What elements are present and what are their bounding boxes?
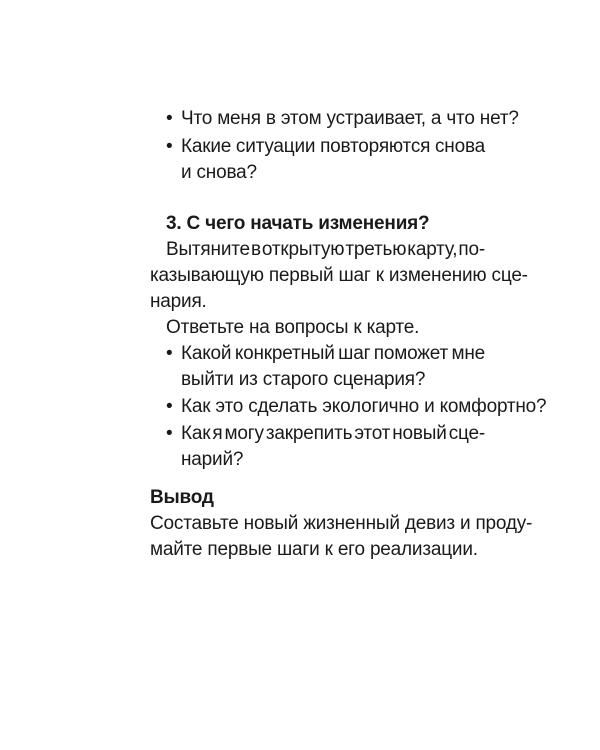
bullet-marker: • <box>166 136 173 157</box>
paragraph-line-justified <box>166 238 485 262</box>
word: поможет <box>373 343 448 364</box>
word: по- <box>458 239 485 260</box>
bullet-text-justified <box>181 135 485 159</box>
word: я <box>212 423 223 444</box>
word: закрепить <box>265 423 353 444</box>
conclusion-line: Составьте новый жизненный девиз и проду- <box>150 513 533 534</box>
word: ситуации <box>235 136 316 157</box>
word: карту, <box>407 239 458 260</box>
word: конкретный <box>234 343 335 364</box>
bullet-marker: • <box>166 423 173 444</box>
word: в <box>250 239 261 260</box>
paragraph-line: нария. <box>150 291 207 312</box>
word: Какие <box>181 136 232 157</box>
conclusion-line: майте первые шаги к его реализации. <box>150 539 478 560</box>
bullet-text: Что меня в этом устраивает, а что нет? <box>181 108 519 129</box>
paragraph-line: казывающую первый шаг к изменению сце- <box>150 265 528 286</box>
word: этот <box>354 423 391 444</box>
word: повторяются <box>320 136 431 157</box>
bullet-text: Как это сделать экологично и комфортно? <box>181 396 547 417</box>
bullet-marker: • <box>166 396 173 417</box>
section-heading: 3. С чего начать изменения? <box>166 213 430 234</box>
bullet-text-continuation: и снова? <box>181 162 257 183</box>
word: Какой <box>181 343 232 364</box>
bullet-marker: • <box>166 108 173 129</box>
word: Как <box>181 423 211 444</box>
bullet-text-continuation: выйти из старого сценария? <box>181 369 426 390</box>
paragraph-line: Ответьте на вопросы к карте. <box>166 317 420 338</box>
bullet-text-justified <box>181 342 485 366</box>
word: могу <box>224 423 264 444</box>
bullet-marker: • <box>166 343 173 364</box>
conclusion-heading: Вывод <box>150 487 214 508</box>
word: шаг <box>338 343 371 364</box>
word: сце- <box>448 423 485 444</box>
word: Вытяните <box>166 239 250 260</box>
bullet-text-continuation: нарий? <box>181 449 244 470</box>
bullet-text-justified <box>181 422 485 446</box>
word: снова <box>434 136 485 157</box>
word: новый <box>392 423 447 444</box>
word: открытую <box>261 239 345 260</box>
word: мне <box>451 343 485 364</box>
word: третью <box>345 239 407 260</box>
